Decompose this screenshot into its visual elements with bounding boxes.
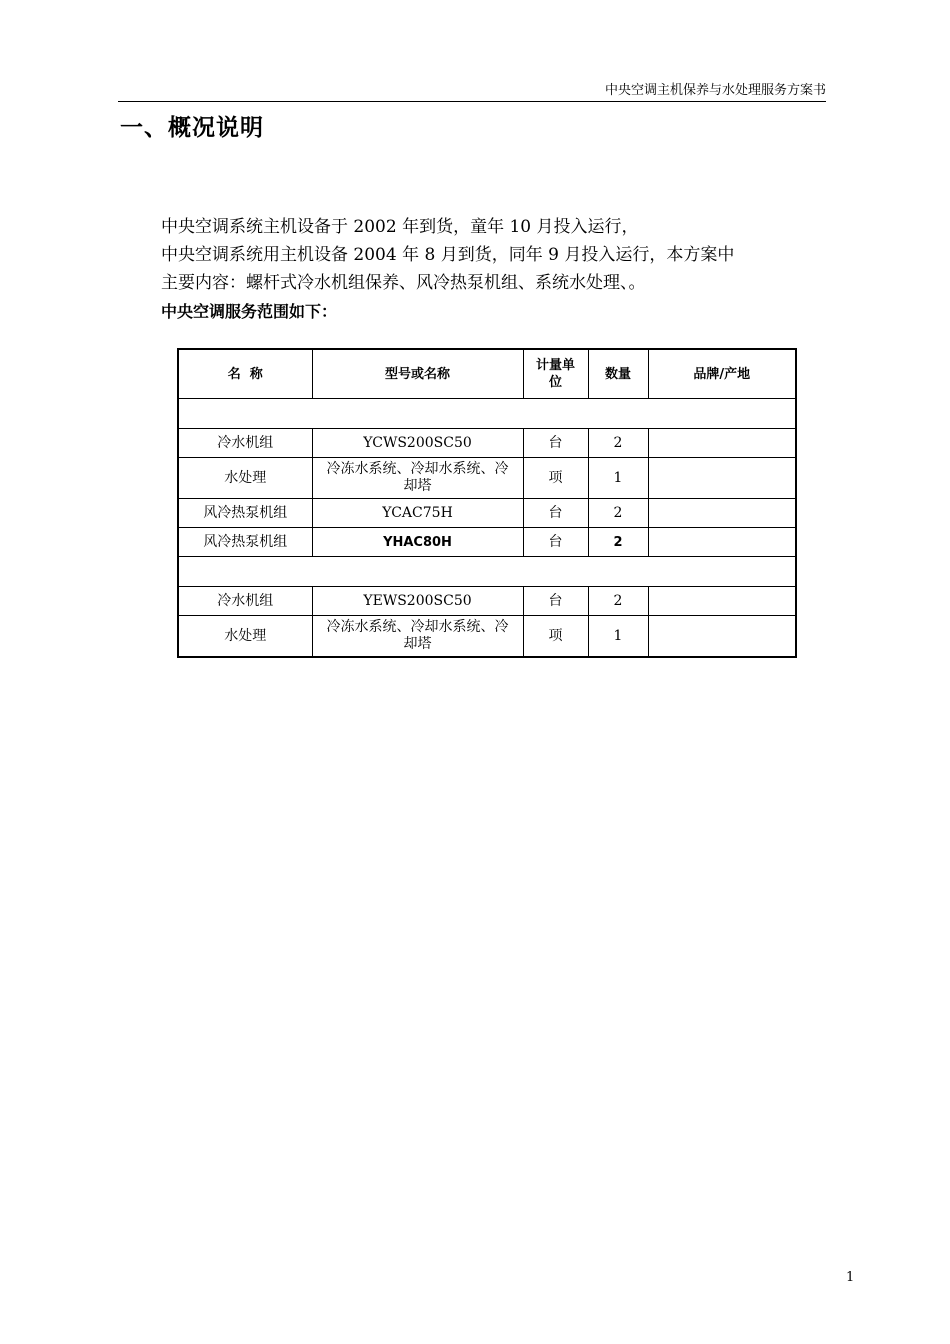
table-row	[178, 616, 796, 658]
cell-qty: 1	[588, 458, 648, 499]
cell-model: YHAC80H	[312, 528, 523, 557]
col-header-brand: 品牌/产地	[648, 349, 796, 399]
table-header-row	[178, 349, 796, 399]
cell-unit: 台	[523, 499, 588, 528]
intro-line: 主要内容：螺杆式冷水机组保养、风冷热泵机组、系统水处理、。	[161, 273, 646, 293]
cell-model: YCWS200SC50	[312, 429, 523, 458]
cell-qty: 2	[588, 587, 648, 616]
cell-qty: 1	[588, 616, 648, 658]
cell-name: 冷水机组	[178, 587, 312, 616]
cell-qty: 2	[588, 429, 648, 458]
col-header-name: 名 称	[178, 349, 312, 399]
cell-qty: 2	[588, 499, 648, 528]
cell-unit: 台	[523, 528, 588, 557]
cell-model: YEWS200SC50	[312, 587, 523, 616]
cell-name: 风冷热泵机组	[178, 499, 312, 528]
cell-model: YCAC75H	[312, 499, 523, 528]
cell-brand	[648, 458, 796, 499]
scope-title: 中央空调服务范围如下：	[161, 302, 338, 321]
cell-unit: 项	[523, 458, 588, 499]
table-row	[178, 587, 796, 616]
table-group-separator	[178, 399, 796, 429]
cell-brand	[648, 499, 796, 528]
cell-unit: 台	[523, 429, 588, 458]
page-number: 1	[846, 1270, 855, 1285]
intro-paragraph	[161, 213, 801, 297]
cell-unit: 项	[523, 616, 588, 658]
service-scope-table	[177, 348, 797, 658]
cell-model: 冷冻水系统、冷却水系统、冷却塔	[312, 616, 523, 658]
running-header: 中央空调主机保养与水处理服务方案书	[118, 82, 826, 102]
table-group-separator	[178, 557, 796, 587]
cell-name: 冷水机组	[178, 429, 312, 458]
intro-line: 中央空调系统主机设备于 2002 年到货，童年 10 月投入运行，	[161, 217, 639, 237]
cell-brand	[648, 528, 796, 557]
cell-name: 水处理	[178, 616, 312, 658]
cell-model: 冷冻水系统、冷却水系统、冷却塔	[312, 458, 523, 499]
col-header-model: 型号或名称	[312, 349, 523, 399]
table-row	[178, 429, 796, 458]
section-heading: 一、概况说明	[120, 115, 264, 141]
intro-line: 中央空调系统用主机设备 2004 年 8 月到货，同年 9 月投入运行，本方案中	[161, 245, 735, 265]
cell-brand	[648, 429, 796, 458]
cell-name: 水处理	[178, 458, 312, 499]
col-header-unit: 计量单位	[523, 349, 588, 399]
col-header-qty: 数量	[588, 349, 648, 399]
table-row	[178, 499, 796, 528]
cell-brand	[648, 587, 796, 616]
cell-qty: 2	[588, 528, 648, 557]
cell-brand	[648, 616, 796, 658]
table-row	[178, 528, 796, 557]
cell-name: 风冷热泵机组	[178, 528, 312, 557]
cell-unit: 台	[523, 587, 588, 616]
table-row	[178, 458, 796, 499]
